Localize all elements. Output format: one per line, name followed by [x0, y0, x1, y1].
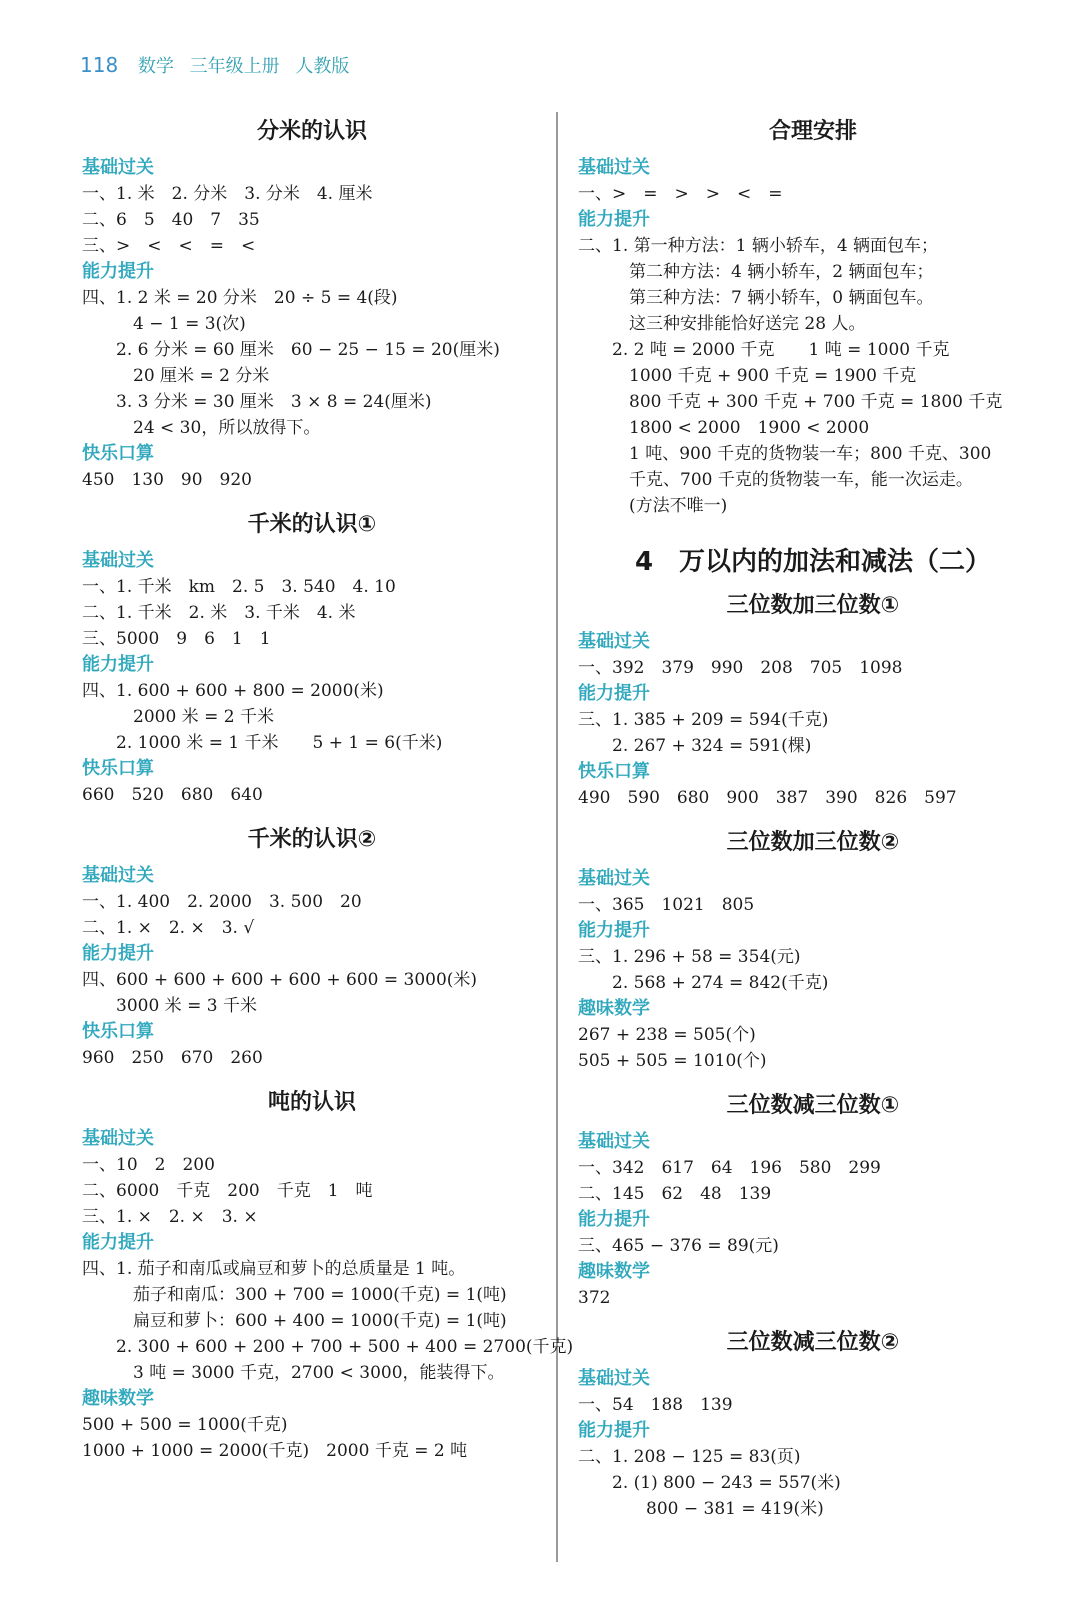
block-label: 基础过关 [578, 1368, 650, 1389]
answer-section [82, 507, 542, 808]
answer-line: 二、1. 千米 2. 米 3. 千米 4. 米 [82, 603, 356, 623]
answer-line: 一、365 1021 805 [578, 895, 755, 915]
answer-section [578, 114, 1048, 519]
answer-line: 三、465 − 376 = 89(元) [578, 1236, 779, 1256]
answer-line: 450 130 90 920 [82, 470, 252, 490]
section-title: 分米的认识 [256, 119, 367, 144]
block-label: 趣味数学 [578, 1261, 650, 1282]
block-label: 趣味数学 [578, 998, 650, 1019]
answer-line: 一、342 617 64 196 580 299 [578, 1158, 881, 1178]
answer-line: 800 − 381 = 419(米) [578, 1499, 824, 1519]
answer-line: 二、6 5 40 7 35 [82, 210, 260, 230]
answer-line: 四、1. 茄子和南瓜或扁豆和萝卜的总质量是 1 吨。 [82, 1259, 466, 1279]
answer-section [578, 588, 1048, 811]
block-label: 趣味数学 [82, 1388, 154, 1409]
answer-line: 千克、700 千克的货物装一车，能一次运走。 [578, 470, 973, 490]
answer-line: 372 [578, 1288, 611, 1308]
block-label: 快乐口算 [82, 758, 154, 779]
answer-line: (方法不唯一) [578, 496, 728, 516]
subject-label: 数学 [137, 56, 174, 77]
block-label: 基础过关 [82, 550, 154, 571]
answer-line: 20 厘米 = 2 分米 [82, 366, 270, 386]
answer-line: 2000 米 = 2 千米 [82, 707, 274, 727]
answer-line: 二、145 62 48 139 [578, 1184, 772, 1204]
answer-section [578, 825, 1048, 1074]
answer-line: 一、392 379 990 208 705 1098 [578, 658, 903, 678]
block-label: 快乐口算 [82, 1021, 154, 1042]
answer-line: 2. 6 分米 = 60 厘米 60 − 25 − 15 = 20(厘米) [82, 340, 500, 360]
answer-line: 267 + 238 = 505(个) [578, 1025, 756, 1045]
block-label: 能力提升 [578, 209, 650, 230]
answer-line: 3 吨 = 3000 千克，2700 < 3000，能装得下。 [82, 1363, 505, 1383]
answer-section [82, 1085, 574, 1464]
section-title: 三位数减三位数① [726, 1093, 900, 1118]
answer-line: 二、1. × 2. × 3. √ [82, 918, 255, 938]
answer-line: 2. 2 吨 = 2000 千克 1 吨 = 1000 千克 [578, 340, 950, 360]
answer-line: 3. 3 分米 = 30 厘米 3 × 8 = 24(厘米) [82, 392, 432, 412]
right-column [578, 108, 1048, 1536]
block-label: 基础过关 [578, 1131, 650, 1152]
answer-line: 一、10 2 200 [82, 1155, 215, 1175]
left-column [82, 108, 574, 1478]
answer-line: 2. 1000 米 = 1 千米 5 + 1 = 6(千米) [82, 733, 443, 753]
answer-line: 二、1. 208 − 125 = 83(页) [578, 1447, 801, 1467]
block-label: 基础过关 [82, 157, 154, 178]
answer-line: 24 < 30，所以放得下。 [82, 418, 321, 438]
section-title: 合理安排 [768, 119, 857, 144]
answer-line: 三、1. × 2. × 3. × [82, 1207, 258, 1227]
answer-section [578, 1325, 1048, 1522]
answer-line: 一、> = > > < = [578, 184, 783, 204]
answer-line: 四、1. 2 米 = 20 分米 20 ÷ 5 = 4(段) [82, 288, 398, 308]
answer-line: 四、600 + 600 + 600 + 600 + 600 = 3000(米) [82, 970, 478, 990]
answer-line: 4 − 1 = 3(次) [82, 314, 246, 334]
answer-line: 一、1. 米 2. 分米 3. 分米 4. 厘米 [82, 184, 373, 204]
section-title: 千米的认识② [247, 827, 377, 852]
answer-line: 2. 300 + 600 + 200 + 700 + 500 + 400 = 2700(千克) [82, 1337, 574, 1357]
answer-line: 1000 千克 + 900 千克 = 1900 千克 [578, 366, 917, 386]
answer-line: 第二种方法：4 辆小轿车，2 辆面包车； [578, 262, 934, 282]
section-title: 三位数减三位数② [726, 1330, 900, 1355]
answer-section [82, 114, 542, 493]
block-label: 基础过关 [578, 868, 650, 889]
answer-line: 四、1. 600 + 600 + 800 = 2000(米) [82, 681, 384, 701]
answer-line: 3000 米 = 3 千米 [82, 996, 257, 1016]
answer-section [578, 1088, 1048, 1311]
answer-line: 660 520 680 640 [82, 785, 263, 805]
block-label: 能力提升 [578, 920, 650, 941]
grade-label: 三年级上册 [189, 56, 280, 77]
block-label: 能力提升 [82, 1232, 154, 1253]
block-label: 基础过关 [82, 865, 154, 886]
answer-line: 第三种方法：7 辆小轿车，0 辆面包车。 [578, 288, 934, 308]
answer-line: 三、1. 296 + 58 = 354(元) [578, 947, 801, 967]
chapter-title: 4 万以内的加法和减法（二） [634, 547, 992, 577]
edition-label: 人教版 [295, 56, 350, 77]
block-label: 能力提升 [82, 654, 154, 675]
section-title: 三位数加三位数① [726, 593, 900, 618]
block-label: 快乐口算 [578, 761, 650, 782]
answer-line: 1000 + 1000 = 2000(千克) 2000 千克 = 2 吨 [82, 1441, 468, 1461]
answer-line: 三、> < < = < [82, 236, 256, 256]
page-header [80, 52, 359, 78]
answer-line: 2. (1) 800 − 243 = 557(米) [578, 1473, 841, 1493]
answer-section [82, 822, 542, 1071]
section-title: 千米的认识① [247, 512, 377, 537]
answer-line: 二、1. 第一种方法：1 辆小轿车，4 辆面包车； [578, 236, 939, 256]
block-label: 快乐口算 [82, 443, 154, 464]
answer-line: 2. 568 + 274 = 842(千克) [578, 973, 829, 993]
block-label: 能力提升 [578, 1420, 650, 1441]
answer-line: 茄子和南瓜：300 + 700 = 1000(千克) = 1(吨) [82, 1285, 507, 1305]
answer-line: 1 吨、900 千克的货物装一车；800 千克、300 [578, 444, 992, 464]
answer-line: 490 590 680 900 387 390 826 597 [578, 788, 957, 808]
answer-line: 500 + 500 = 1000(千克) [82, 1415, 288, 1435]
block-label: 能力提升 [82, 261, 154, 282]
section-title: 吨的认识 [267, 1090, 356, 1115]
answer-line: 这三种安排能恰好送完 28 人。 [578, 314, 866, 334]
block-label: 能力提升 [82, 943, 154, 964]
block-label: 基础过关 [578, 631, 650, 652]
answer-line: 2. 267 + 324 = 591(棵) [578, 736, 812, 756]
section-title: 三位数加三位数② [726, 830, 900, 855]
right-top-section [578, 114, 1048, 519]
answer-line: 三、5000 9 6 1 1 [82, 629, 271, 649]
answer-line: 1800 < 2000 1900 < 2000 [578, 418, 870, 438]
page-number: 118 [80, 53, 119, 77]
answer-line: 三、1. 385 + 209 = 594(千克) [578, 710, 829, 730]
answer-line: 一、1. 400 2. 2000 3. 500 20 [82, 892, 362, 912]
block-label: 基础过关 [578, 157, 650, 178]
block-label: 能力提升 [578, 683, 650, 704]
answer-line: 一、54 188 139 [578, 1395, 733, 1415]
answer-line: 800 千克 + 300 千克 + 700 千克 = 1800 千克 [578, 392, 1003, 412]
answer-line: 一、1. 千米 km 2. 5 3. 540 4. 10 [82, 577, 396, 597]
answer-line: 505 + 505 = 1010(个) [578, 1051, 767, 1071]
right-sections [578, 588, 1048, 1522]
answer-line: 扁豆和萝卜：600 + 400 = 1000(千克) = 1(吨) [82, 1311, 507, 1331]
block-label: 基础过关 [82, 1128, 154, 1149]
block-label: 能力提升 [578, 1209, 650, 1230]
answer-line: 二、6000 千克 200 千克 1 吨 [82, 1181, 373, 1201]
answer-line: 960 250 670 260 [82, 1048, 263, 1068]
